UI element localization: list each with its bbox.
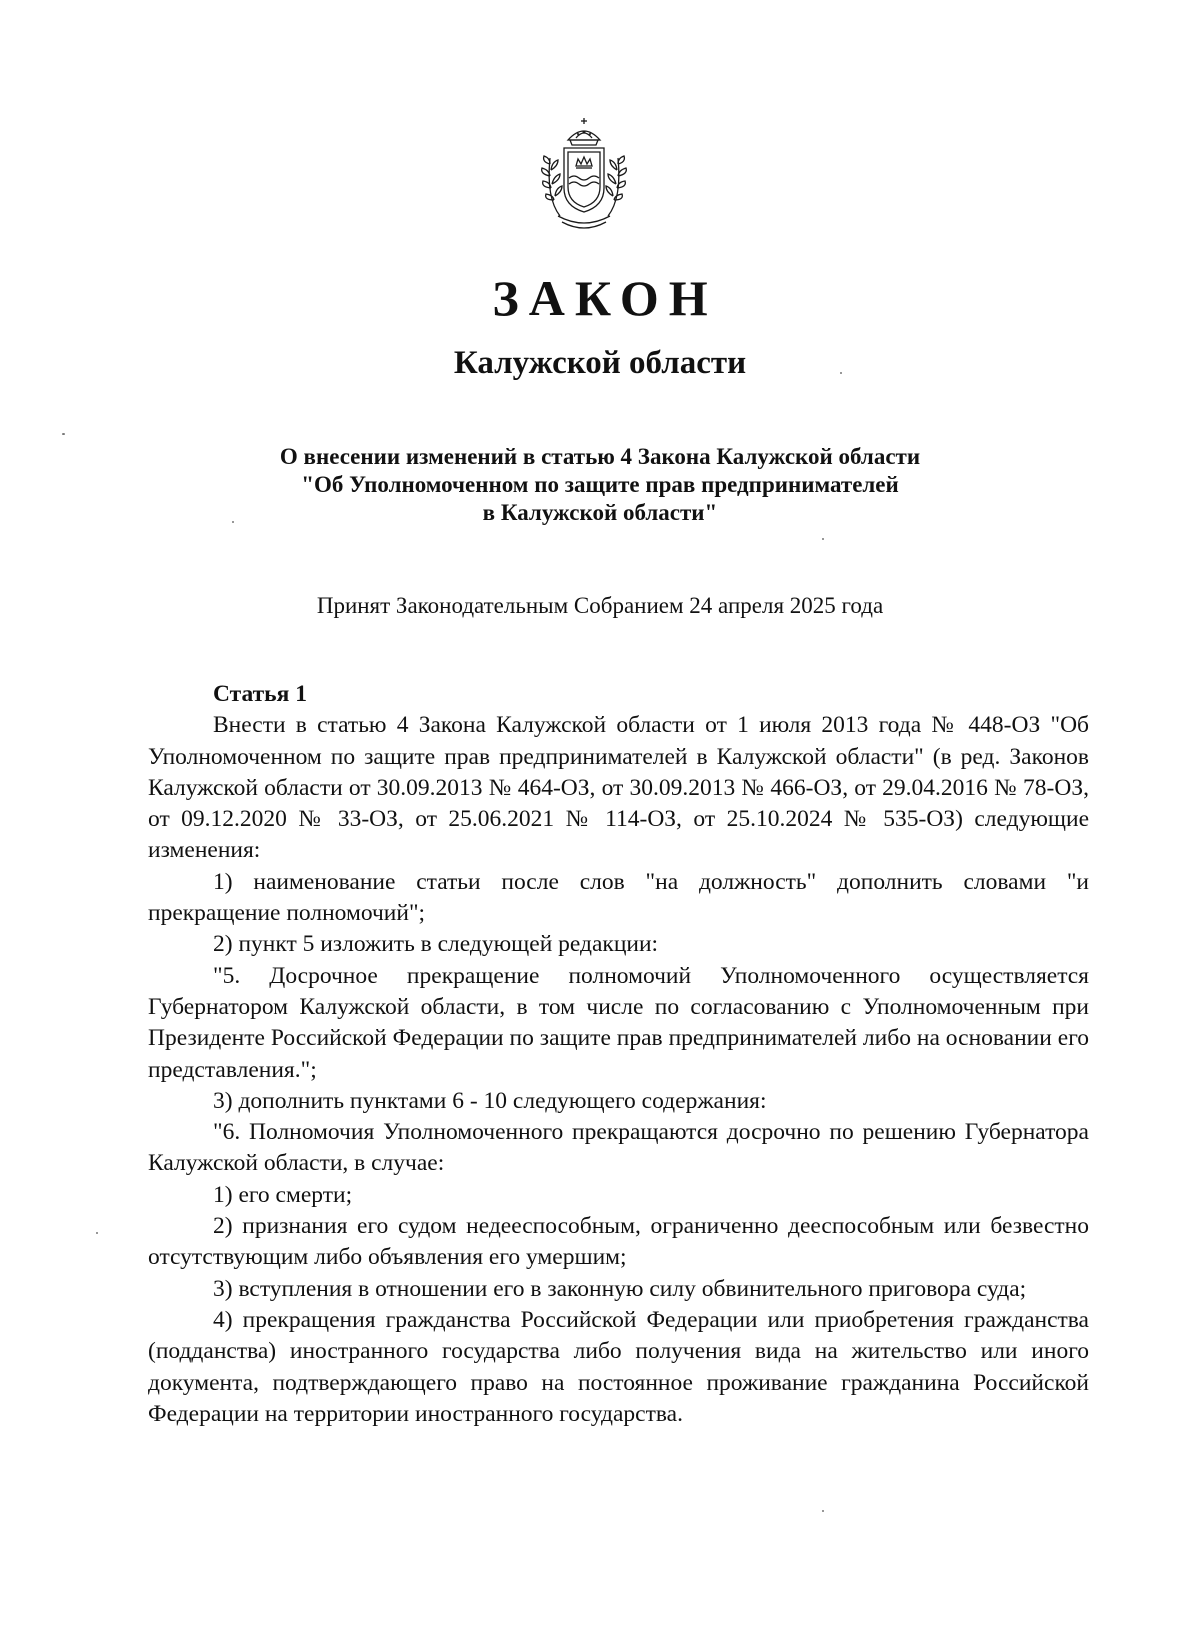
- law-name-line: О внесении изменений в статью 4 Закона Калужской области: [279, 444, 921, 469]
- scan-speck: [232, 521, 234, 523]
- law-name-line: в Калужской области": [482, 500, 718, 525]
- article-body: [148, 679, 1089, 1430]
- article-paragraph: 2) признания его судом недееспособным, ограниченно дееспособным или безвестно отсутствующим либо объявления его умершим;: [148, 1213, 1089, 1271]
- law-name-line: "Об Уполномоченном по защите прав предпринимателей: [301, 472, 899, 497]
- article-paragraph: 3) вступления в отношении его в законную силу обвинительного приговора суда;: [213, 1275, 1027, 1302]
- article-paragraph: 2) пункт 5 изложить в следующей редакции:: [213, 931, 659, 958]
- document-subtitle: Калужской области: [453, 345, 747, 381]
- article-paragraph: Внести в статью 4 Закона Калужской области от 1 июля 2013 года № 448-ОЗ "Об Уполномоченном по защите прав предпринимателей в Калужской области" (в ред. Законов Калужской области от 30.09.2013 № 464-ОЗ, от 30.09.2013 № 466-ОЗ, от 29.04.2016 № 78-ОЗ, от 09.12.2020 № 33-ОЗ, от 25.06.2021 № 114-ОЗ, от 25.10.2024 № 535-ОЗ) следующие изменения:: [148, 712, 1089, 864]
- scan-speck: [96, 1232, 98, 1234]
- article-paragraph: "6. Полномочия Уполномоченного прекращаются досрочно по решению Губернатора Калужской области, в случае:: [148, 1119, 1089, 1177]
- document-title: ЗАКОН: [492, 270, 718, 326]
- kaluga-coat-of-arms-icon: [534, 118, 634, 238]
- scan-speck: [822, 538, 824, 540]
- scan-speck: [840, 372, 842, 374]
- article-heading: Статья 1: [213, 681, 307, 707]
- article-paragraph: 4) прекращения гражданства Российской Федерации или приобретения гражданства (подданства) иностранного государства либо получения вида на жительство или иного документа, подтверждающего право на постоянное проживание гражданина Российской Федерации на территории иностранного государства.: [148, 1306, 1089, 1427]
- law-name: [200, 443, 1000, 527]
- scan-speck: [822, 1510, 824, 1512]
- article-paragraph: 1) его смерти;: [213, 1181, 353, 1208]
- adoption-statement: Принят Законодательным Собранием 24 апреля 2025 года: [316, 593, 884, 618]
- article-paragraph: 3) дополнить пунктами 6 - 10 следующего содержания:: [213, 1087, 767, 1114]
- scan-speck: [62, 433, 65, 435]
- article-paragraph: "5. Досрочное прекращение полномочий Уполномоченного осуществляется Губернатором Калужской области, в том числе по согласованию с Уполномоченным при Президенте Российской Федерации по защите прав предпринимателей либо на основании его представления.";: [148, 962, 1089, 1083]
- article-paragraph: 1) наименование статьи после слов "на должность" дополнить словами "и прекращение полномочий";: [148, 868, 1089, 927]
